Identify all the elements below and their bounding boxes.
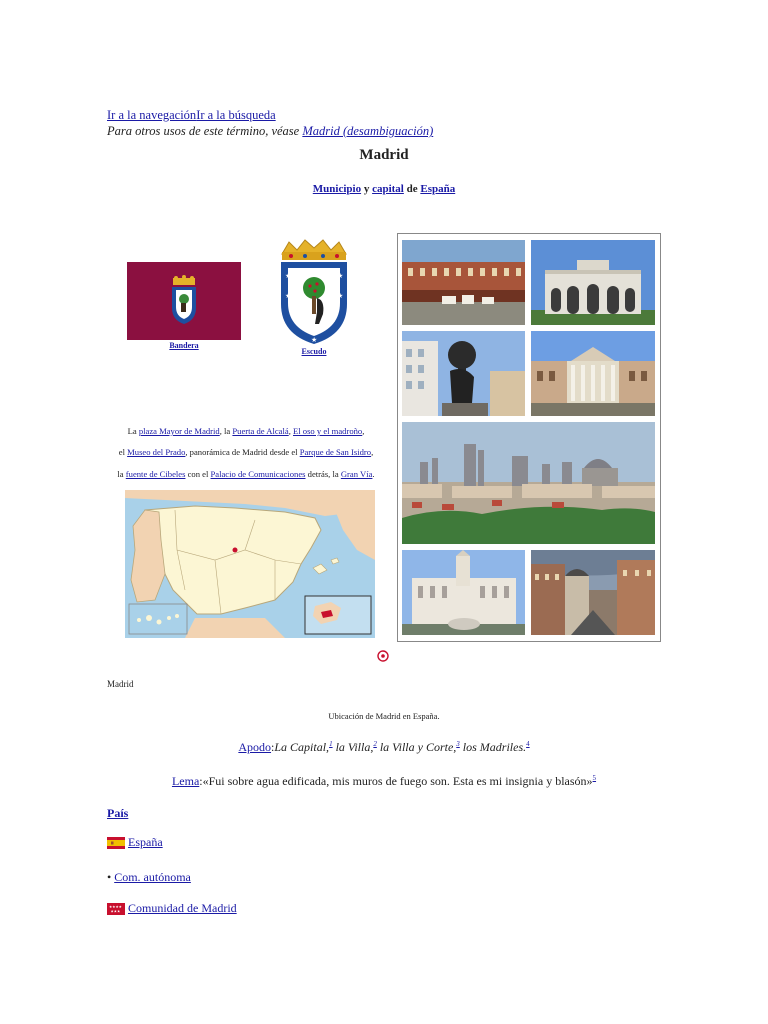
- cibeles-photo: [402, 550, 525, 635]
- gran-via-link[interactable]: Gran Vía: [340, 469, 373, 479]
- apodo-colon: :: [271, 740, 275, 754]
- gallery-caption-line-2: [100, 442, 392, 463]
- caption-text: , la: [219, 426, 233, 436]
- page-title: Madrid: [359, 147, 409, 163]
- madrid-flag-icon: [107, 903, 125, 915]
- skip-links: [107, 108, 276, 123]
- pais-link[interactable]: País: [107, 806, 129, 820]
- madrid-flag-emblem-icon: [127, 262, 241, 340]
- caption-text: ,: [362, 426, 365, 436]
- pais-value-row: [107, 835, 163, 850]
- ref-2-link[interactable]: 2: [373, 740, 377, 748]
- lema-line: [0, 774, 768, 789]
- gran-via-photo: [531, 550, 655, 635]
- caption-text: el: [118, 447, 128, 457]
- museo-prado-link[interactable]: Museo del Prado: [127, 447, 186, 457]
- caption-text: ,: [371, 447, 374, 457]
- svg-text:★: ★: [337, 272, 344, 280]
- espana-link[interactable]: España: [420, 183, 456, 195]
- disambiguation-link[interactable]: Madrid (desambiguación): [302, 124, 434, 138]
- puerta-alcala-link[interactable]: Puerta de Alcalá: [232, 426, 289, 436]
- svg-text:★: ★: [285, 272, 292, 280]
- svg-text:★: ★: [285, 292, 292, 300]
- apodo-line: [0, 740, 768, 755]
- svg-text:★★★★: ★★★★: [109, 905, 122, 910]
- place-label: Madrid: [107, 679, 134, 689]
- spain-location-map[interactable]: [125, 490, 375, 638]
- caption-text: La: [127, 426, 139, 436]
- caption-text: con el: [185, 469, 211, 479]
- flag-caption-link[interactable]: Bandera: [169, 341, 199, 350]
- puerta-alcala-photo: [531, 240, 655, 325]
- target-icon[interactable]: [377, 649, 389, 661]
- madrid-panorama-photo: [402, 422, 655, 544]
- lema-text: :«Fui sobre agua edificada, mis muros de fuego son. Esta es mi insignia y blasón»: [199, 774, 593, 788]
- caption-text: detrás, la: [305, 469, 341, 479]
- pais-heading: [107, 806, 128, 821]
- subtitle-connector-de: de: [403, 183, 421, 195]
- skip-to-search-link[interactable]: Ir a la búsqueda: [196, 108, 276, 122]
- gallery-caption-line-3: [100, 464, 392, 485]
- caption-text: ,: [288, 426, 293, 436]
- capital-link[interactable]: capital: [372, 183, 404, 195]
- bullet: •: [107, 870, 115, 884]
- gallery-caption-line-1: [100, 421, 392, 442]
- location-caption: Ubicación de Madrid en España.: [328, 711, 440, 721]
- fuente-cibeles-link[interactable]: fuente de Cibeles: [125, 469, 186, 479]
- svg-text:★: ★: [330, 316, 337, 324]
- lema-link[interactable]: Lema: [171, 774, 200, 788]
- plaza-mayor-link[interactable]: plaza Mayor de Madrid: [138, 426, 220, 436]
- municipio-link[interactable]: Municipio: [312, 183, 362, 195]
- coat-of-arms-icon: [279, 238, 349, 346]
- oso-madrono-photo: [402, 331, 525, 416]
- palacio-comunicaciones-link[interactable]: Palacio de Comunicaciones: [210, 469, 306, 479]
- madrid-flag-image[interactable]: [127, 262, 241, 340]
- svg-text:★: ★: [337, 292, 344, 300]
- ref-1-link[interactable]: 1: [329, 740, 333, 748]
- plaza-mayor-photo: [402, 240, 525, 325]
- caption-text: la: [117, 469, 126, 479]
- oso-madrono-link[interactable]: El oso y el madroño: [293, 426, 363, 436]
- comunidad-value-row: [107, 901, 237, 916]
- subtitle-connector-y: y: [361, 183, 373, 195]
- museo-prado-photo: [531, 331, 655, 416]
- madrid-coat-of-arms-image[interactable]: [279, 238, 349, 346]
- ref-4-link[interactable]: 4: [526, 740, 530, 748]
- shield-caption-link[interactable]: Escudo: [301, 347, 327, 356]
- caption-text: .: [372, 469, 375, 479]
- apodo-text: la Villa y Corte,: [376, 740, 457, 754]
- espana-value-link[interactable]: España: [128, 835, 163, 849]
- apodo-text: La Capital,: [274, 740, 330, 754]
- ref-3-link[interactable]: 3: [456, 740, 460, 748]
- apodo-link[interactable]: Apodo: [238, 740, 272, 754]
- apodo-text: los Madriles.: [459, 740, 527, 754]
- svg-text:★: ★: [311, 336, 318, 344]
- parque-san-isidro-link[interactable]: Parque de San Isidro: [299, 447, 372, 457]
- com-autonoma-row: [107, 870, 191, 885]
- spain-flag-icon: [107, 837, 125, 849]
- svg-text:★: ★: [293, 316, 300, 324]
- skip-to-navigation-link[interactable]: Ir a la navegación: [107, 108, 197, 122]
- caption-text: , panorámica de Madrid desde el: [185, 447, 300, 457]
- ref-5-link[interactable]: 5: [592, 774, 597, 782]
- spain-map-graphic: [125, 490, 375, 638]
- subtitle: [0, 183, 768, 195]
- madrid-photo-montage[interactable]: [397, 233, 661, 642]
- com-autonoma-link[interactable]: Com. autónoma: [114, 870, 191, 884]
- svg-text:★★★: ★★★: [110, 909, 121, 914]
- apodo-text: la Villa,: [332, 740, 374, 754]
- disambiguation-prefix: Para otros usos de este término, véase: [107, 124, 303, 138]
- comunidad-madrid-link[interactable]: Comunidad de Madrid: [128, 901, 237, 915]
- disambiguation-note: [107, 124, 433, 139]
